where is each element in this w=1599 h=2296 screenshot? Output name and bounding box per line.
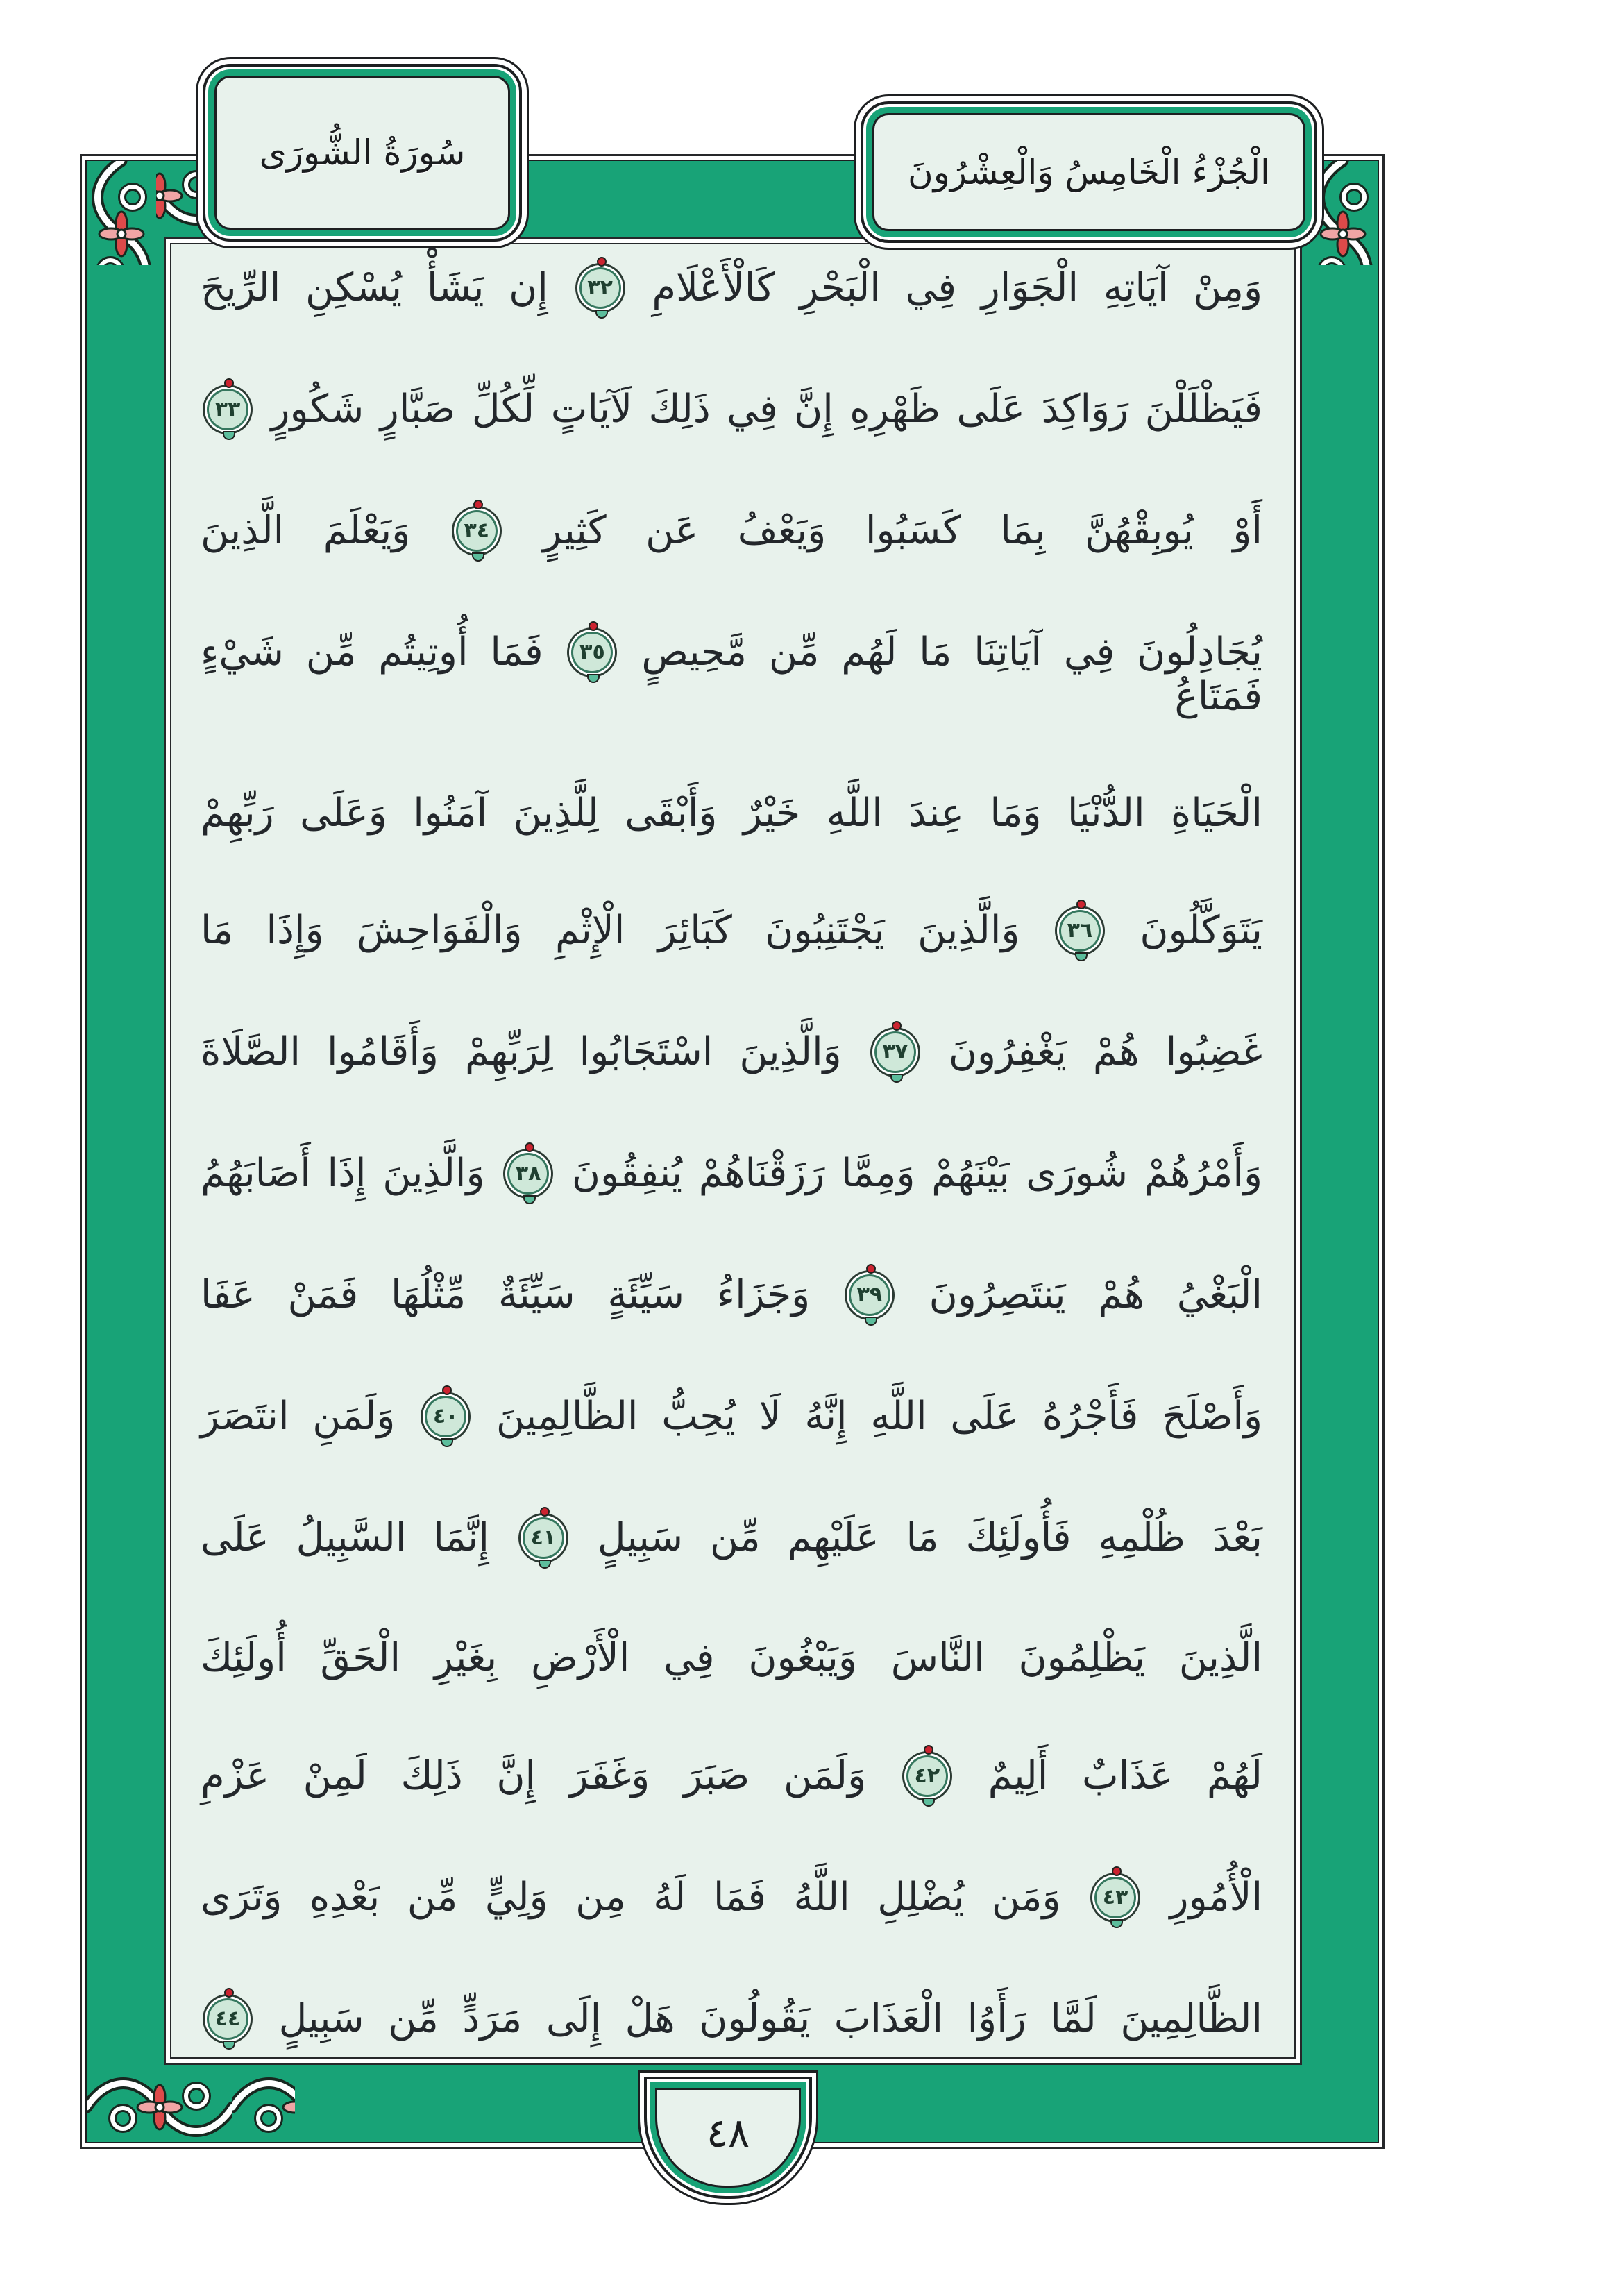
ayah-marker: ٣٨ [505, 1151, 551, 1197]
quran-line [201, 1272, 1262, 1318]
ayah-marker: ٣٤ [454, 508, 500, 554]
ayah-marker: ٤١ [521, 1515, 566, 1561]
quran-text: وَالَّذِينَ اسْتَجَابُوا لِرَبِّهِمْ وَأَقَامُوا الصَّلَاةَ [201, 1029, 842, 1075]
quran-text: وَجَزَاءُ سَيِّئَةٍ سَيِّئَةٌ مِّثْلُهَا فَمَنْ عَفَا [201, 1272, 811, 1318]
ayah-marker: ٣٢ [577, 265, 623, 311]
quran-line [201, 1151, 1262, 1197]
ayah-marker: ٣٦ [1057, 908, 1103, 954]
ayah-marker: ٤٠ [423, 1394, 468, 1440]
ornamental-band [85, 160, 1379, 2143]
quran-line [201, 1394, 1262, 1440]
quran-line [201, 1515, 1262, 1561]
quran-text: وَأَصْلَحَ فَأَجْرُهُ عَلَى اللَّهِ إِنَّهُ لَا يُحِبُّ الظَّالِمِينَ [496, 1394, 1262, 1440]
page-frame [80, 154, 1385, 2149]
arabesque-border-left [87, 161, 156, 265]
quran-text: لَهُمْ عَذَابٌ أَلِيمٌ [988, 1753, 1262, 1799]
quran-text: يُجَادِلُونَ فِي آيَاتِنَا مَا لَهُم مِّن مَّحِيصٍ [641, 629, 1262, 675]
quran-text: وَمِنْ آيَاتِهِ الْجَوَارِ فِي الْبَحْرِ كَالْأَعْلَامِ [652, 265, 1262, 310]
quran-text: وَالَّذِينَ إِذَا أَصَابَهُمُ [201, 1151, 485, 1197]
text-panel [170, 243, 1296, 2059]
arabesque-border-right [1308, 161, 1378, 265]
surah-header-cartouche [203, 64, 522, 242]
quran-text: غَضِبُوا هُمْ يَغْفِرُونَ [948, 1029, 1263, 1075]
surah-title: سُورَةُ الشُّورَى [259, 133, 466, 173]
quran-line [201, 629, 1262, 719]
quran-line [201, 1029, 1262, 1075]
quran-text: الْبَغْيُ هُمْ يَنتَصِرُونَ [929, 1272, 1262, 1318]
quran-line [201, 1996, 1262, 2042]
ayah-marker: ٤٢ [904, 1753, 950, 1799]
ayah-marker: ٤٤ [205, 1996, 251, 2042]
quran-text: فَيَظْلَلْنَ رَوَاكِدَ عَلَى ظَهْرِهِ إِنَّ فِي ذَلِكَ لَآيَاتٍ لِّكُلِّ صَبَّارٍ شَكُورٍ [271, 386, 1262, 432]
quran-text: الظَّالِمِينَ لَمَّا رَأَوُا الْعَذَابَ يَقُولُونَ هَلْ إِلَى مَرَدٍّ مِّن سَبِيلٍ [278, 1995, 1262, 2041]
quran-line [201, 265, 1262, 311]
quran-text: أَوْ يُوبِقْهُنَّ بِمَا كَسَبُوا وَيَعْفُ عَن كَثِيرٍ [543, 507, 1262, 553]
page-number: ٤٨ [706, 2109, 750, 2156]
arabesque-border-bottom [87, 2073, 295, 2142]
quran-line [201, 1875, 1262, 1921]
quran-text: وَأَمْرُهُمْ شُورَى بَيْنَهُمْ وَمِمَّا رَزَقْنَاهُمْ يُنفِقُونَ [571, 1151, 1262, 1197]
quran-text: بَعْدَ ظُلْمِهِ فَأُولَئِكَ مَا عَلَيْهِم مِّن سَبِيلٍ [597, 1515, 1262, 1561]
quran-text: وَلَمَنِ انتَصَرَ [201, 1394, 396, 1440]
quran-text: الَّذِينَ يَظْلِمُونَ النَّاسَ وَيَبْغُونَ فِي الْأَرْضِ بِغَيْرِ الْحَقِّ أُولَئِكَ [201, 1635, 1262, 1681]
quran-lines [201, 265, 1262, 2042]
quran-text: وَيَعْلَمَ الَّذِينَ [201, 507, 411, 553]
quran-text: وَمَن يُضْلِلِ اللَّهُ فَمَا لَهُ مِن وَلِيٍّ مِّن بَعْدِهِ وَتَرَى [201, 1874, 1061, 1920]
quran-line [201, 387, 1262, 432]
quran-text: يَتَوَكَّلُونَ [1140, 908, 1262, 954]
page-number-cartouche [644, 2077, 812, 2199]
juz-header-cartouche [861, 101, 1317, 243]
quran-line [201, 790, 1262, 836]
ayah-marker: ٣٥ [569, 630, 615, 675]
quran-line [201, 1635, 1262, 1681]
quran-text: إِنَّمَا السَّبِيلُ عَلَى [201, 1515, 489, 1561]
quran-text: فَمَا أُوتِيتُم مِّن شَيْءٍ فَمَتَاعُ [201, 629, 1262, 719]
quran-line [201, 508, 1262, 554]
juz-title: الْجُزْءُ الْخَامِسُ وَالْعِشْرُونَ [908, 152, 1270, 192]
quran-text: إِن يَشَأْ يُسْكِنِ الرِّيحَ [201, 265, 548, 310]
quran-line [201, 1753, 1262, 1799]
quran-text: الْأُمُورِ [1169, 1874, 1262, 1920]
quran-text: الْحَيَاةِ الدُّنْيَا وَمَا عِندَ اللَّهِ خَيْرٌ وَأَبْقَى لِلَّذِينَ آمَنُوا وَعَلَى رَبِّهِمْ [201, 790, 1262, 836]
ayah-marker: ٣٣ [205, 387, 251, 432]
quran-text: وَلَمَن صَبَرَ وَغَفَرَ إِنَّ ذَلِكَ لَمِنْ عَزْمِ [201, 1753, 867, 1799]
ayah-marker: ٤٣ [1092, 1875, 1138, 1921]
ayah-marker: ٣٩ [847, 1272, 892, 1318]
ayah-marker: ٣٧ [872, 1029, 918, 1075]
quran-text: وَالَّذِينَ يَجْتَنِبُونَ كَبَائِرَ الْإِثْمِ وَالْفَوَاحِشَ وَإِذَا مَا [201, 908, 1020, 954]
quran-line [201, 908, 1262, 954]
